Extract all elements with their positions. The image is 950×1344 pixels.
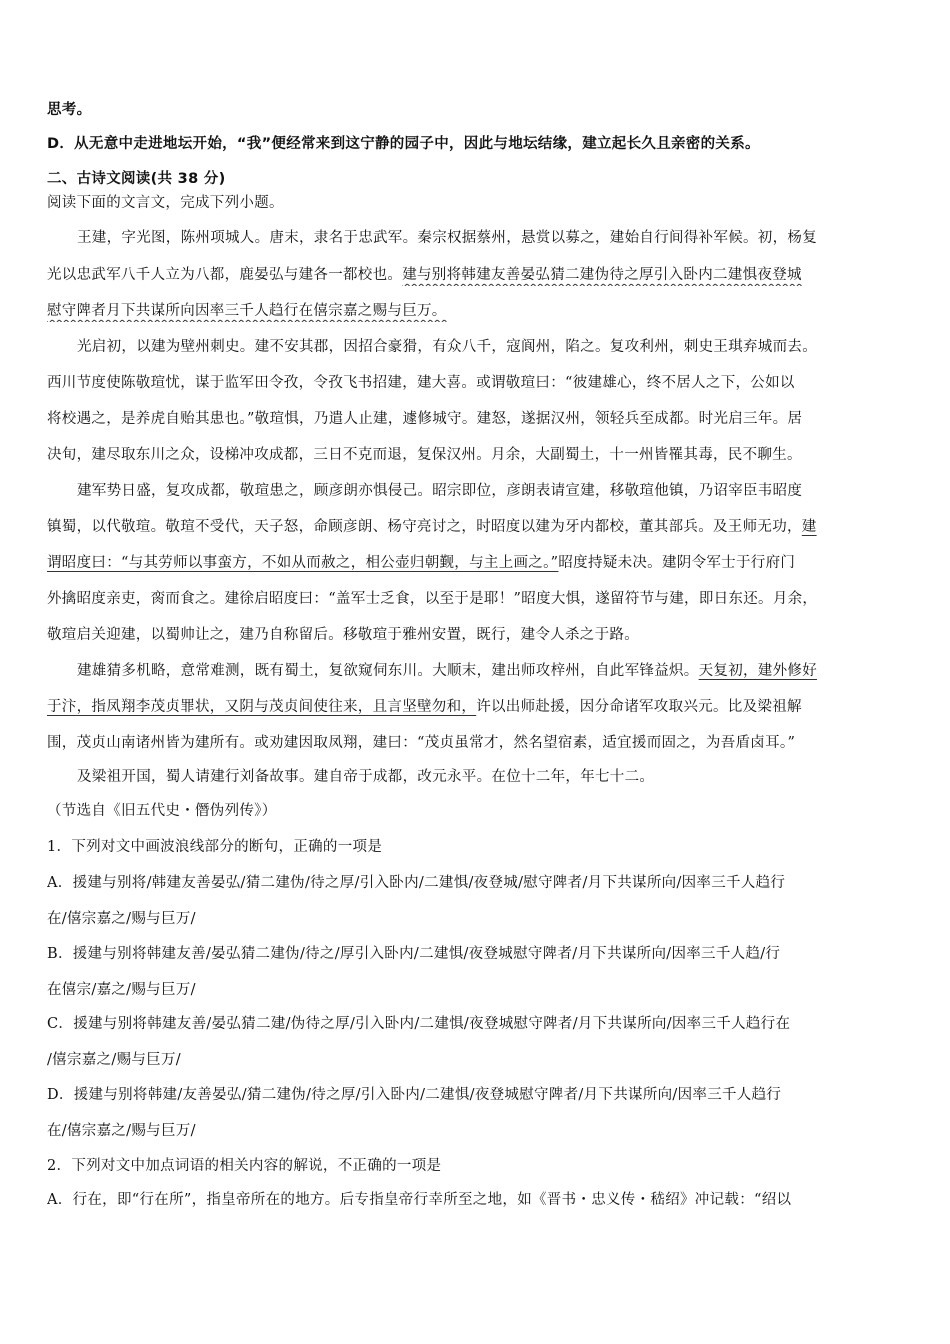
previous-text-continuation: 思考。 [47,102,92,118]
previous-option-d: D．从无意中走进地坛开始，“我”便经常来到这宁静的园子中，因此与地坛结缘，建立起长久且亲密的关系。 [47,136,760,152]
passage-p3-line2 [47,516,907,538]
passage-p4-line2 [47,696,907,718]
q2-option-a-line1: A．行在，即“行在所”，指皇帝所在的地方。后专指皇帝行幸所至之地，如《晋书・忠义传・嵇绍》冲记载：“绍以 [47,1192,792,1208]
q1-option-d-line1: D．援建与别将韩建/友善晏弘/猜二建伪/待之厚/引入卧内/二建惧/夜登城慰守陴者/月下共谋所向/因率三千人趋行 [47,1087,782,1103]
question-1-stem: 1．下列对文中画波浪线部分的断句，正确的一项是 [47,839,383,855]
q1-option-b-line1: B．援建与别将韩建友善/晏弘猜二建伪/待之/厚引入卧内/二建惧/夜登城慰守陴者/月下共谋所向/因率三千人趋/行 [47,946,781,962]
passage-text: 建雄猜多机略，意常难测，既有蜀土，复欲窥伺东川。大顺末，建出师攻梓州，自此军锋益炽。 [77,663,699,679]
passage-text: 昭度持疑未决。建阴令军士于行府门 [558,555,796,571]
wavy-underlined-text: 建与别将韩建友善晏弘猜二建伪待之厚引入卧内二建惧夜登城 [402,267,802,283]
section-title: 二、古诗文阅读(共 38 分) [47,171,226,187]
passage-p2-line4: 决旬，建尽取东川之众，设梯冲攻成都，三日不克而退，复保汉州。月余，大副蜀土，十一州皆罹其毒，民不聊生。 [47,447,802,463]
underlined-text: 建 [801,519,817,535]
passage-p3-line3 [47,552,907,574]
passage-p3-line1: 建军势日盛，复攻成都，敬瑄患之，顾彦朗亦惧侵己。昭宗即位，彦朗表请宣建，移敬瑄他镇，乃诏宰臣韦昭度 [77,483,803,499]
passage-p4-line1 [47,660,937,682]
passage-p2-line2: 西川节度使陈敬瑄忧，谋于监军田令孜，令孜飞书招建，建大喜。或谓敬瑄曰：“彼建雄心，终不居人之下，公如以 [47,375,795,391]
passage-p2-line1: 光启初，以建为壁州刺史。建不安其郡，因招合豪猾，有众八千，寇阆州，陷之。复攻利州，刺史王琪弃城而去。 [77,339,817,355]
section-instruction: 阅读下面的文言文，完成下列小题。 [47,195,284,211]
underlined-text: 于汴，指凤翔李茂贞罪状，又阴与茂贞间使往来，且言坚壁勿和， [47,699,477,715]
passage-p3-line4: 外擒昭度亲吏，脔而食之。建徐启昭度曰：“盖军士乏食，以至于是耶！”昭度大惧，遂留符节与建，即日东还。月余， [47,591,818,607]
wavy-underlined-text: 慰守陴者月下共谋所向因率三千人趋行在僖宗嘉之赐与巨万。 [47,303,447,319]
passage-text: 光以忠武军八千人立为八都，鹿晏弘与建各一都校也。 [47,267,403,283]
passage-source: （节选自《旧五代史・僭伪列传》） [47,803,277,819]
q1-option-b-line2: 在僖宗/嘉之/赐与巨万/ [47,982,196,998]
passage-p1-line2 [47,264,907,286]
q1-option-c-line1: C．援建与别将韩建友善/晏弘猜二建/伪待之厚/引入卧内/二建惧/夜登城慰守陴者/月下共谋所向/因率三千人趋行在 [47,1016,791,1032]
q1-option-a-line1: A．援建与别将/韩建友善晏弘/猜二建伪/待之厚/引入卧内/二建惧/夜登城/慰守陴者/月下共谋所向/因率三千人趋行 [47,875,786,891]
passage-p4-line3: 围，茂贞山南诸州皆为建所有。或劝建因取凤翔，建曰：“茂贞虽常才，然名望宿素，适宜援而固之，为吾盾卤耳。” [47,735,796,751]
q1-option-c-line2: /僖宗嘉之/赐与巨万/ [47,1052,181,1068]
passage-p1-line3 [47,300,907,322]
passage-text: 许以出师赴援，因分命诸军攻取兴元。比及梁祖解 [476,699,802,715]
passage-p2-line3: 将校遇之，是养虎自贻其患也。”敬瑄惧，乃遣人止建，遽修城守。建怒，遂据汉州，领轻兵至成都。时光启三年。居 [47,411,803,427]
question-2-stem: 2．下列对文中加点词语的相关内容的解说，不正确的一项是 [47,1158,442,1174]
q1-option-d-line2: 在/僖宗嘉之/赐与巨万/ [47,1123,196,1139]
passage-p3-line5: 敬瑄启关迎建，以蜀帅让之，建乃自称留后。移敬瑄于雅州安置，既行，建令人杀之于路。 [47,627,639,643]
passage-p1-line1: 王建，字光图，陈州项城人。唐末，隶名于忠武军。秦宗权据蔡州，悬赏以募之，建始自行间得补军候。初，杨复 [77,230,817,246]
underlined-text: 谓昭度曰：“与其劳师以事蛮方，不如从而赦之，相公壶归朝觐，与主上画之。” [47,555,559,571]
passage-text: 镇蜀，以代敬瑄。敬瑄不受代，天子怒，命顾彦朗、杨守亮讨之，时昭度以建为牙内都校，董其部兵。及王师无功， [47,519,802,535]
underlined-text: 天复初，建外修好 [698,663,818,679]
q1-option-a-line2: 在/僖宗嘉之/赐与巨万/ [47,911,196,927]
passage-p5: 及梁祖开国，蜀人请建行刘备故事。建自帝于成都，改元永平。在位十二年，年七十二。 [77,769,655,785]
